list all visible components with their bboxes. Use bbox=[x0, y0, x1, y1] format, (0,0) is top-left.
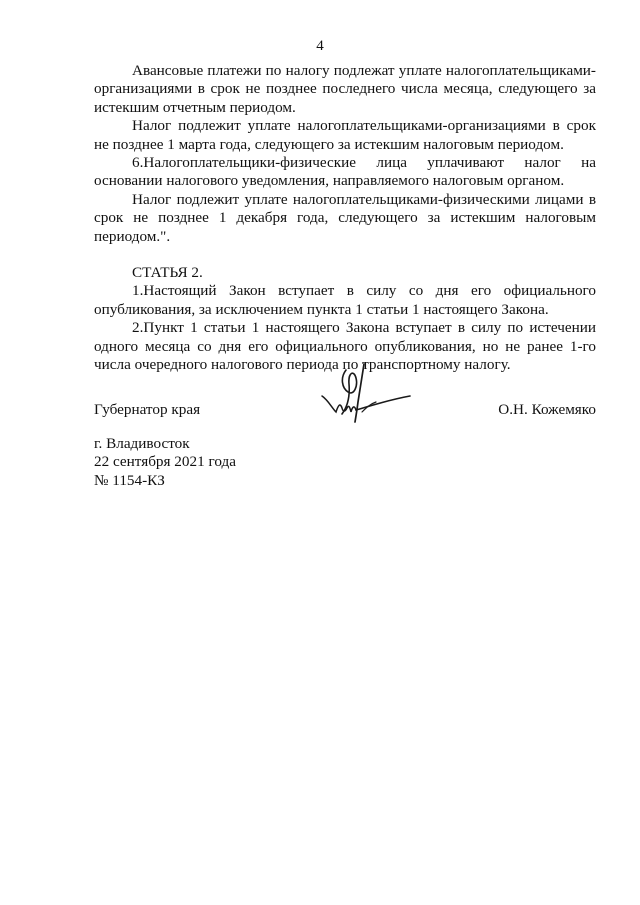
footer-law-number: № 1154-КЗ bbox=[94, 471, 165, 489]
footer-date: 22 сентября 2021 года bbox=[94, 453, 236, 471]
signatory-title: Губернатор края bbox=[94, 401, 201, 418]
page-number: 4 bbox=[316, 38, 324, 54]
paragraph-individuals-deadline: Налог подлежит уплате налогоплательщиками-физическими лицами в срок не позднее 1 декабря года, следующего за истекшим налоговым периодом.". bbox=[94, 190, 596, 245]
signatory-name: О.Н. Кожемяко bbox=[498, 401, 596, 418]
article-2-item-1: 1.Настоящий Закон вступает в силу со дня его официального опубликования, за исключением пункта 1 статьи 1 настоящего Закона. bbox=[94, 282, 596, 318]
handwritten-signature bbox=[318, 362, 414, 428]
footer-city: г. Владивосток bbox=[94, 435, 190, 452]
document-footer bbox=[94, 435, 236, 490]
article-2-item-2: 2.Пункт 1 статьи 1 настоящего Закона вступает в силу по истечении одного месяца со дня его официального опубликования, но не ранее 1-го числа очередного налогового периода по транспортному налогу. bbox=[94, 319, 596, 374]
document-body bbox=[94, 62, 596, 375]
article-2-heading: СТАТЬЯ 2. bbox=[132, 264, 203, 282]
paragraph-organizations-deadline: Налог подлежит уплате налогоплательщиками-организациями в срок не позднее 1 марта года, следующего за истекшим налоговым периодом. bbox=[94, 117, 596, 153]
paragraph-individuals-notice: 6.Налогоплательщики-физические лица уплачивают налог на основании налогового уведомления, направляемого налоговым органом. bbox=[94, 154, 596, 190]
paragraph-advance-payments: Авансовые платежи по налогу подлежат уплате налогоплательщиками-организациями в срок не позднее последнего числа месяца, следующего за истекшим отчетным периодом. bbox=[94, 62, 596, 116]
